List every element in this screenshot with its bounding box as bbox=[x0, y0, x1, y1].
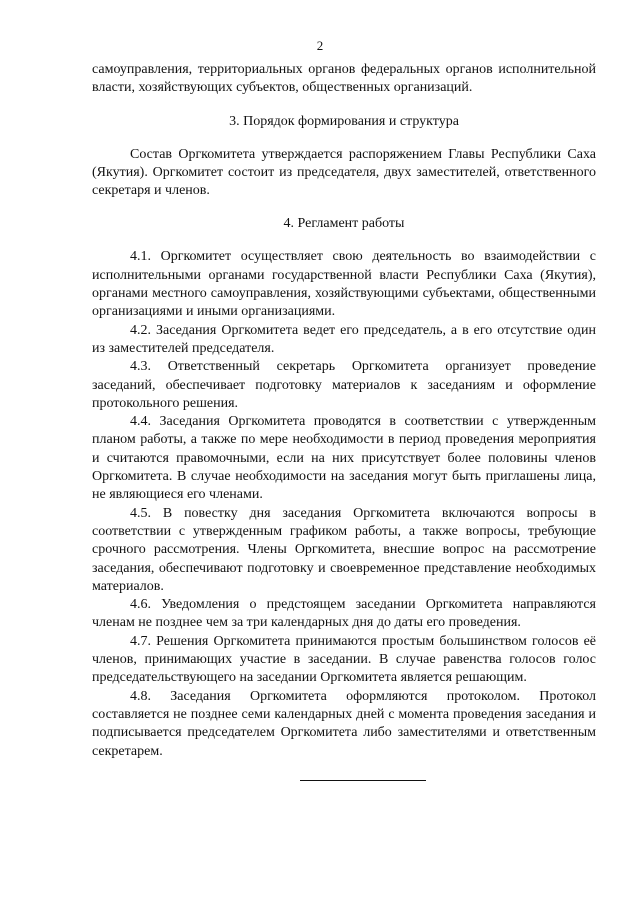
clause-4-8: 4.8. Заседания Оргкомитета оформляются протоколом. Протокол составляется не позднее семи календарных дней с момента проведения заседания и подписывается председателем Оргкомитета либо заместителями и ответственным секретарем. bbox=[92, 688, 596, 759]
section-3-paragraph: Состав Оргкомитета утверждается распоряжением Главы Республики Саха (Якутия). Оргкомитет состоит из председателя, двух заместителей, ответственного секретаря и членов. bbox=[92, 146, 596, 199]
closing-rule bbox=[300, 780, 426, 781]
clause-4-7: 4.7. Решения Оргкомитета принимаются простым большинством голосов её членов, принимающих участие в заседании. В случае равенства голосов голос председательствующего на заседании Оргкомитета является решающим. bbox=[92, 633, 596, 686]
clause-4-5: 4.5. В повестку дня заседания Оргкомитета включаются вопросы в соответствии с утвержденным графиком работы, а также вопросы, требующие срочного рассмотрения. Члены Оргкомитета, внесшие вопрос на рассмотрение заседания, обеспечивают подготовку и своевременное представление необходимых материалов. bbox=[92, 505, 596, 594]
clause-4-4: 4.4. Заседания Оргкомитета проводятся в соответствии с утвержденным планом работы, а также по мере необходимости в период проведения мероприятия и считаются правомочными, если на них присутствует более половины членов Оргкомитета. В случае необходимости на заседания могут быть приглашены лица, не являющиеся его членами. bbox=[92, 414, 596, 503]
section-4-heading: 4. Регламент работы bbox=[283, 216, 405, 232]
intro-continuation: самоуправления, территориальных органов федеральных органов исполнительной власти, хозяйствующих субъектов, общественных организаций. bbox=[92, 62, 596, 96]
clause-4-1: 4.1. Оргкомитет осуществляет свою деятельность во взаимодействии с исполнительными органами государственной власти Республики Саха (Якутия), органами местного самоуправления, хозяйствующими субъектами, общественными организациями и иными организациями. bbox=[92, 249, 596, 320]
clause-4-3: 4.3. Ответственный секретарь Оргкомитета организует проведение заседаний, обеспечивает подготовку материалов к заседаниям и оформление протокольного решения. bbox=[92, 359, 596, 411]
clause-4-2: 4.2. Заседания Оргкомитета ведет его председатель, а в его отсутствие один из заместителей председателя. bbox=[92, 322, 596, 356]
page-number: 2 bbox=[316, 38, 324, 53]
section-3-heading: 3. Порядок формирования и структура bbox=[229, 113, 459, 129]
clause-4-6: 4.6. Уведомления о предстоящем заседании Оргкомитета направляются членам не позднее чем за три календарных дня до даты его проведения. bbox=[92, 597, 596, 631]
